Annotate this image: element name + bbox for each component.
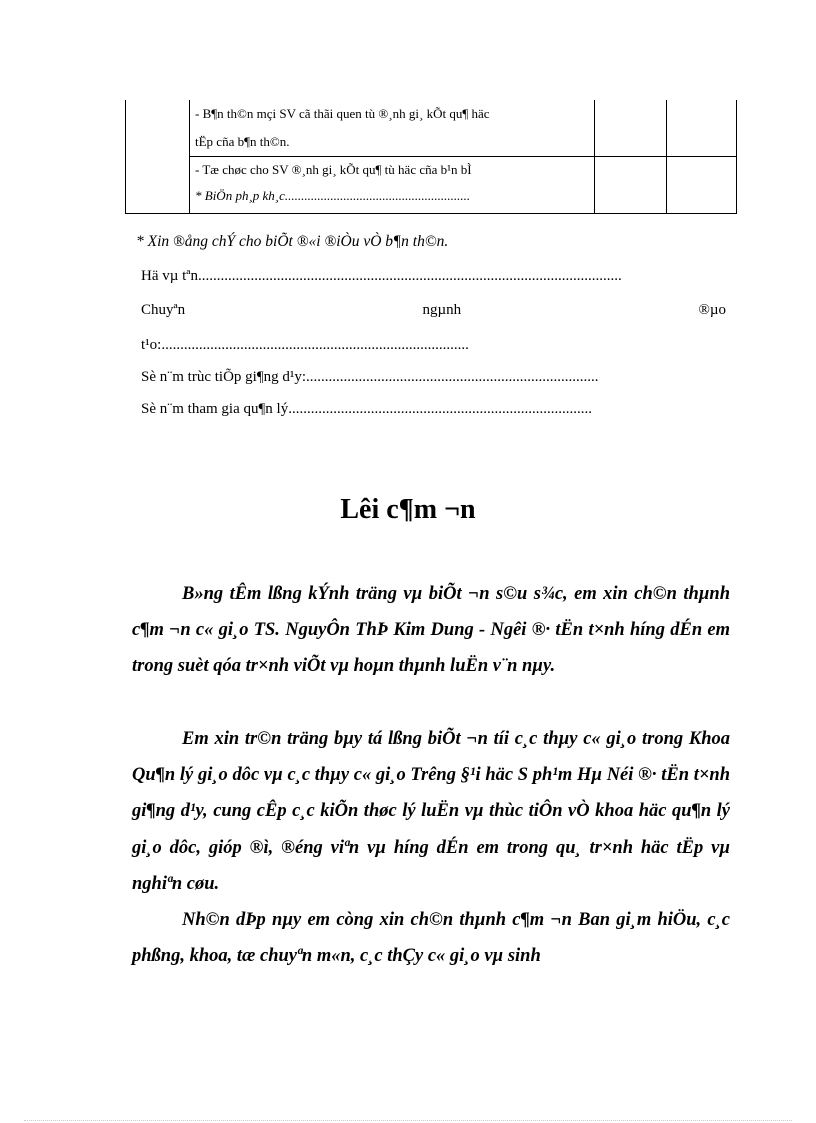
major-field	[141, 302, 726, 319]
major-word-3: ®µo	[698, 302, 726, 318]
table-border-left	[125, 100, 126, 214]
acknowledgement-title: Lêi c¶m ¬n	[340, 494, 476, 525]
acknowledgement-paragraph-2: Em xin tr©n träng bµy tá lßng biÕt ¬n tíi c¸c thµy c« gi¸o trong Khoa Qu¶n lý gi¸o dôc vµ c¸c thµy c« gi¸o Trêng §¹i häc S ph¹m Hµ Néi ®· tËn t×nh gi¶ng d¹y, cung cÊp c¸c kiÕn thøc lý luËn vµ thùc tiÔn vÒ khoa häc qu¶n lý gi¸o dôc, gióp ®ì, ®éng viªn vµ híng dÉn em trong qu¸ tr×nh häc tËp vµ nghiªn cøu.	[132, 729, 730, 894]
acknowledgement-paragraph-3: Nh©n dÞp nµy em còng xin ch©n thµnh c¶m ¬n Ban gi¸m hiÖu, c¸c phßng, khoa, tæ chuyªn m«n, c¸c thÇy c« gi¸o vµ sinh	[132, 910, 730, 967]
table-border-right	[736, 100, 737, 214]
table-border-col1	[189, 100, 190, 214]
table-row-2-line-2: * BiÖn ph¸p kh¸c.........................................................	[195, 188, 471, 203]
table-border-bottom	[125, 213, 737, 214]
personal-info-note: * Xin ®ång chÝ cho biÕt ®«i ®iÒu vÒ b¶n th©n.	[136, 233, 449, 250]
evaluation-table	[125, 100, 737, 214]
table-row-1-line-2: tËp cña b¶n th©n.	[195, 134, 290, 149]
table-border-col3	[666, 100, 667, 214]
table-row-1-line-1: - B¶n th©n mçi SV cã thãi quen tù ®¸nh gi¸ kÕt qu¶ häc	[195, 106, 490, 121]
years-teaching-field: Sè n¨m trùc tiÕp gi¶ng d¹y:..............................................................................	[141, 369, 599, 385]
page-bottom-rule	[24, 1120, 792, 1121]
years-management-field: Sè n¨m tham gia qu¶n lý.................................................................................	[141, 401, 592, 417]
table-row-divider	[189, 156, 737, 157]
table-border-col2	[594, 100, 595, 214]
name-field: Hä vµ tªn.................................................................................................................	[141, 268, 622, 284]
acknowledgement-paragraph-1: B»ng tÊm lßng kÝnh träng vµ biÕt ¬n s©u s¾c, em xin ch©n thµnh c¶m ¬n c« gi¸o TS. NguyÔn ThÞ Kim Dung - Ngêi ®· tËn t×nh híng dÉn em trong suèt qóa tr×nh viÕt vµ hoµn thµnh luËn v¨n nµy.	[132, 584, 730, 677]
major-word-1: Chuyªn	[141, 302, 186, 318]
table-row-2-line-1: - Tæ chøc cho SV ®¸nh gi¸ kÕt qu¶ tù häc cña b¹n bÌ	[195, 162, 472, 177]
major-word-2: ngµnh	[422, 302, 462, 318]
major-field-continuation: t¹o:..................................................................................	[141, 337, 469, 353]
